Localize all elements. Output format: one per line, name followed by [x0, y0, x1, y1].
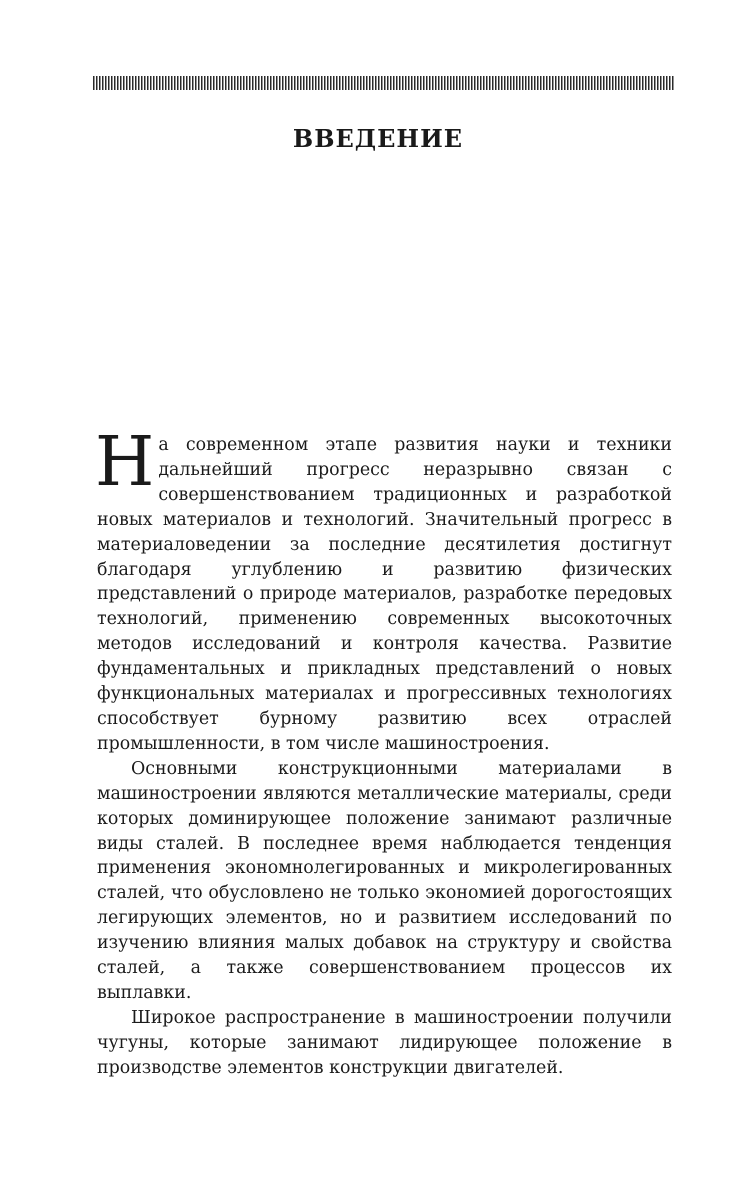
paragraph-3: Широкое распространение в машиностроении получили чугуны, которые занимают лидирующее положение в производстве элементов конструкции двигателей. [97, 1007, 672, 1078]
chapter-title: ВВЕДЕНИЕ [292, 124, 464, 153]
chapter-body [95, 423, 672, 1081]
paragraph-1 [95, 423, 672, 757]
paragraph-1-text: а современном этапе развития науки и техники дальнейший прогресс неразрывно связан с совершенствованием традиционных и разработкой новых материалов и технологий. Значительный прогресс в материаловедении за последние десятилетия достигнут благодаря углублению и развитию физических представлений о природе материалов, разработке передовых технологий, применению современных высокоточных методов исследований и контроля качества. Развитие фундаментальных и прикладных представлений о новых функциональных материалах и прогрессивных технологиях способствует бурному развитию всех отраслей промышленности, в том числе машиностроения. [97, 435, 672, 754]
paragraph-2: Основными конструкционными материалами в машиностроении являются металлические материалы, среди которых доминирующее положение занимают различные виды сталей. В последнее время наблюдается тенденция применения экономнолегированных и микролегированных сталей, что обусловлено не только экономией дорогостоящих легирующих элементов, но и развитием исследований по изучению влияния малых добавок на структуру и свойства сталей, а также совершенствованием процессов их выплавки. [97, 758, 672, 1003]
decorative-header-rule [93, 76, 674, 90]
drop-cap: Н [95, 423, 155, 502]
